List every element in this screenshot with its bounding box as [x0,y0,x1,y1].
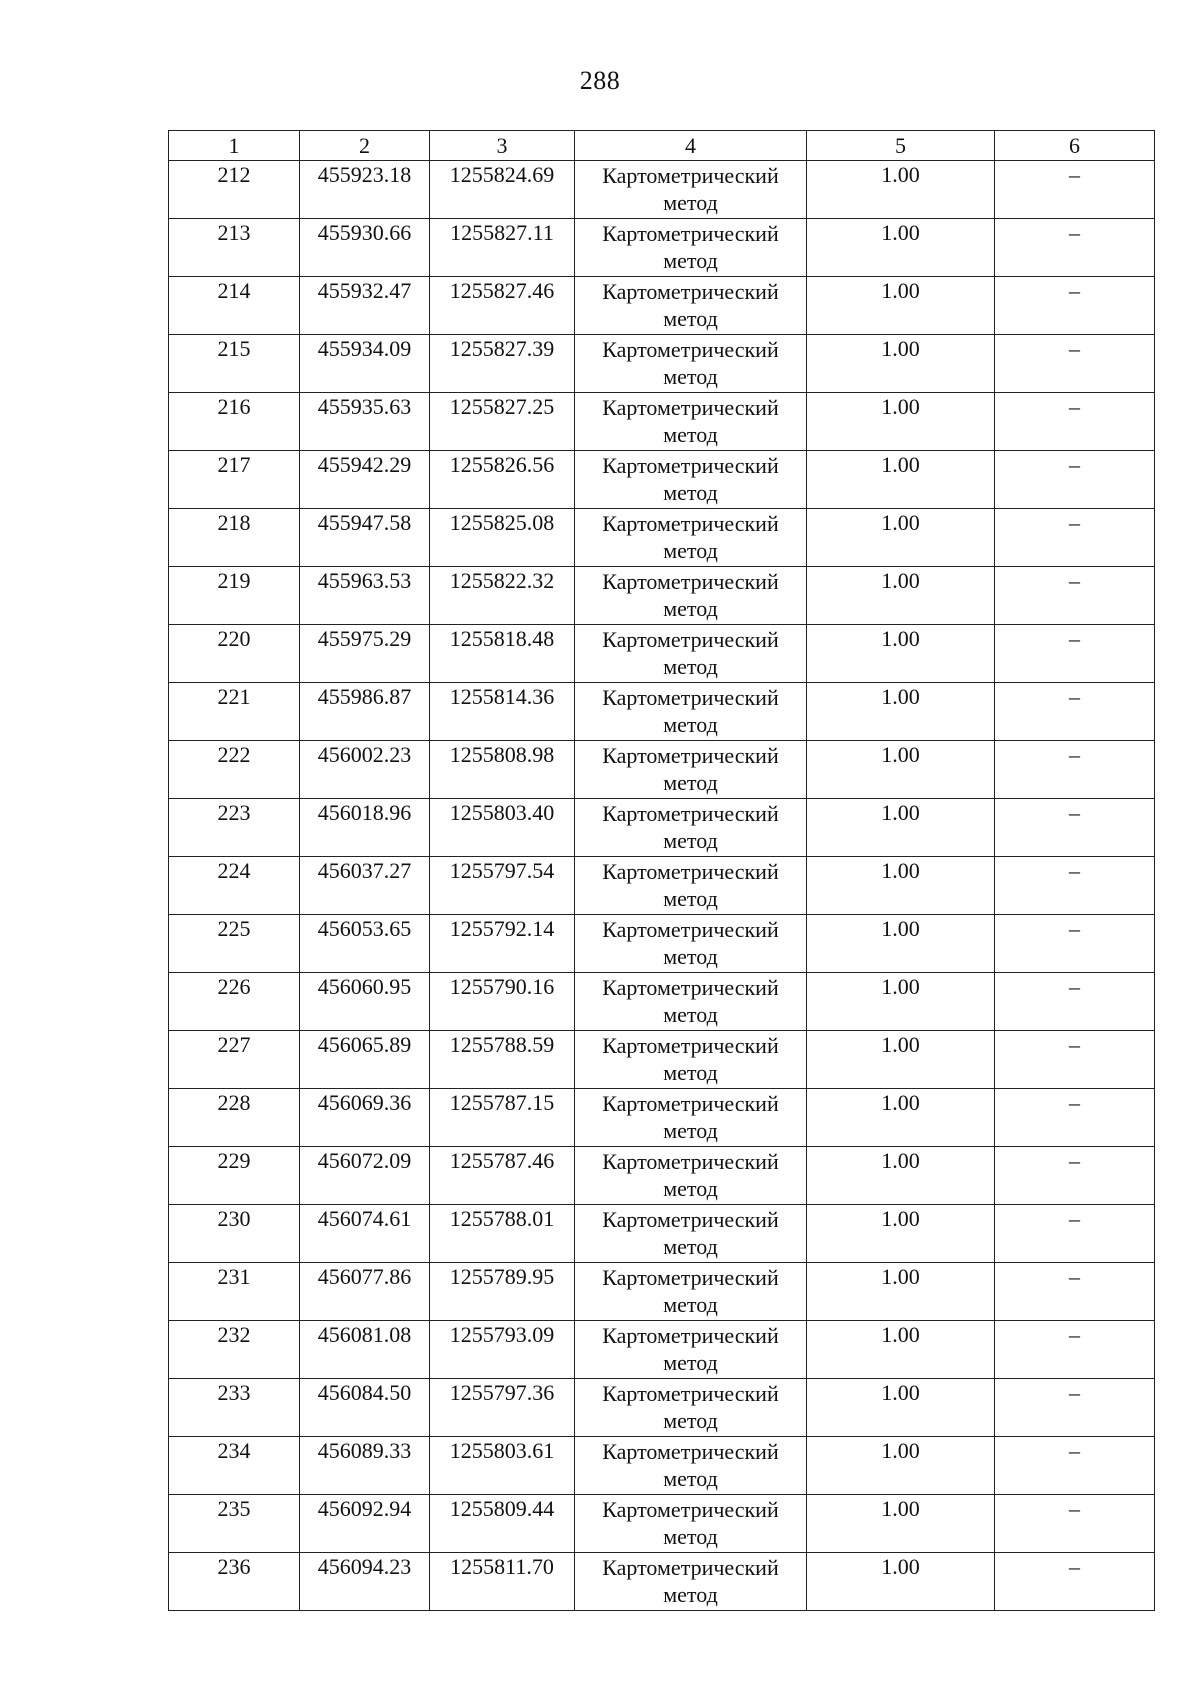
header-row [169,131,1155,161]
accuracy-cell: 1.00 [807,683,995,741]
method-cell [575,1031,807,1089]
table-row [169,973,1155,1031]
method-cell [575,857,807,915]
table-row [169,567,1155,625]
x-coordinate-cell: 455947.58 [300,509,430,567]
point-number-cell: 212 [169,161,300,219]
note-cell: – [995,683,1155,741]
y-coordinate-cell: 1255787.15 [430,1089,575,1147]
x-coordinate-cell: 456069.36 [300,1089,430,1147]
method-cell [575,1205,807,1263]
accuracy-cell: 1.00 [807,567,995,625]
y-coordinate-cell: 1255827.25 [430,393,575,451]
y-coordinate-cell: 1255788.01 [430,1205,575,1263]
table-row [169,1553,1155,1611]
point-number-cell: 227 [169,1031,300,1089]
table-row [169,1379,1155,1437]
accuracy-cell: 1.00 [807,1089,995,1147]
y-coordinate-cell: 1255789.95 [430,1263,575,1321]
table-row [169,799,1155,857]
method-cell [575,1147,807,1205]
method-text: Картометрический метод [602,1091,779,1143]
accuracy-cell: 1.00 [807,857,995,915]
accuracy-cell: 1.00 [807,1321,995,1379]
note-cell: – [995,335,1155,393]
accuracy-cell: 1.00 [807,1031,995,1089]
method-text: Картометрический метод [602,1207,779,1259]
table-row [169,1437,1155,1495]
accuracy-cell: 1.00 [807,741,995,799]
x-coordinate-cell: 455935.63 [300,393,430,451]
column-header-1: 1 [169,131,300,161]
note-cell: – [995,799,1155,857]
point-number-cell: 234 [169,1437,300,1495]
x-coordinate-cell: 456037.27 [300,857,430,915]
table-row [169,451,1155,509]
method-cell [575,393,807,451]
method-cell [575,1553,807,1611]
y-coordinate-cell: 1255826.56 [430,451,575,509]
table-row [169,1089,1155,1147]
accuracy-cell: 1.00 [807,1205,995,1263]
table-row [169,1031,1155,1089]
accuracy-cell: 1.00 [807,915,995,973]
method-text: Картометрический метод [602,627,779,679]
table-row [169,741,1155,799]
y-coordinate-cell: 1255827.11 [430,219,575,277]
table-row [169,335,1155,393]
method-text: Картометрический метод [602,1033,779,1085]
table-row [169,219,1155,277]
point-number-cell: 214 [169,277,300,335]
point-number-cell: 226 [169,973,300,1031]
y-coordinate-cell: 1255797.54 [430,857,575,915]
table-row [169,625,1155,683]
table-row [169,1147,1155,1205]
note-cell: – [995,161,1155,219]
accuracy-cell: 1.00 [807,1263,995,1321]
point-number-cell: 217 [169,451,300,509]
note-cell: – [995,625,1155,683]
y-coordinate-cell: 1255793.09 [430,1321,575,1379]
method-cell [575,799,807,857]
y-coordinate-cell: 1255788.59 [430,1031,575,1089]
x-coordinate-cell: 455932.47 [300,277,430,335]
y-coordinate-cell: 1255824.69 [430,161,575,219]
x-coordinate-cell: 456072.09 [300,1147,430,1205]
point-number-cell: 215 [169,335,300,393]
accuracy-cell: 1.00 [807,1379,995,1437]
point-number-cell: 223 [169,799,300,857]
method-text: Картометрический метод [602,221,779,273]
y-coordinate-cell: 1255809.44 [430,1495,575,1553]
x-coordinate-cell: 456060.95 [300,973,430,1031]
accuracy-cell: 1.00 [807,335,995,393]
accuracy-cell: 1.00 [807,509,995,567]
note-cell: – [995,509,1155,567]
accuracy-cell: 1.00 [807,1147,995,1205]
point-number-cell: 235 [169,1495,300,1553]
x-coordinate-cell: 455963.53 [300,567,430,625]
method-text: Картометрический метод [602,1323,779,1375]
method-text: Картометрический метод [602,511,779,563]
method-text: Картометрический метод [602,1265,779,1317]
x-coordinate-cell: 455975.29 [300,625,430,683]
x-coordinate-cell: 455986.87 [300,683,430,741]
note-cell: – [995,1379,1155,1437]
method-text: Картометрический метод [602,279,779,331]
method-cell [575,451,807,509]
accuracy-cell: 1.00 [807,973,995,1031]
method-text: Картометрический метод [602,859,779,911]
x-coordinate-cell: 455923.18 [300,161,430,219]
table-row [169,277,1155,335]
accuracy-cell: 1.00 [807,393,995,451]
x-coordinate-cell: 456018.96 [300,799,430,857]
note-cell: – [995,741,1155,799]
method-cell [575,1437,807,1495]
accuracy-cell: 1.00 [807,1553,995,1611]
method-text: Картометрический метод [602,163,779,215]
point-number-cell: 222 [169,741,300,799]
x-coordinate-cell: 456094.23 [300,1553,430,1611]
x-coordinate-cell: 456092.94 [300,1495,430,1553]
x-coordinate-cell: 455930.66 [300,219,430,277]
method-cell [575,567,807,625]
column-header-4: 4 [575,131,807,161]
point-number-cell: 221 [169,683,300,741]
x-coordinate-cell: 455942.29 [300,451,430,509]
method-cell [575,741,807,799]
note-cell: – [995,1553,1155,1611]
point-number-cell: 218 [169,509,300,567]
method-text: Картометрический метод [602,1149,779,1201]
method-cell [575,1321,807,1379]
method-text: Картометрический метод [602,1497,779,1549]
point-number-cell: 236 [169,1553,300,1611]
note-cell: – [995,1031,1155,1089]
table-row [169,915,1155,973]
y-coordinate-cell: 1255792.14 [430,915,575,973]
note-cell: – [995,567,1155,625]
note-cell: – [995,219,1155,277]
method-cell [575,915,807,973]
method-cell [575,973,807,1031]
table-body [169,161,1155,1611]
note-cell: – [995,1089,1155,1147]
accuracy-cell: 1.00 [807,451,995,509]
x-coordinate-cell: 456053.65 [300,915,430,973]
y-coordinate-cell: 1255797.36 [430,1379,575,1437]
point-number-cell: 230 [169,1205,300,1263]
table-row [169,1495,1155,1553]
table-row [169,161,1155,219]
accuracy-cell: 1.00 [807,219,995,277]
method-cell [575,1495,807,1553]
point-number-cell: 232 [169,1321,300,1379]
note-cell: – [995,451,1155,509]
note-cell: – [995,277,1155,335]
note-cell: – [995,857,1155,915]
accuracy-cell: 1.00 [807,1495,995,1553]
method-text: Картометрический метод [602,743,779,795]
y-coordinate-cell: 1255811.70 [430,1553,575,1611]
note-cell: – [995,915,1155,973]
point-number-cell: 225 [169,915,300,973]
y-coordinate-cell: 1255827.39 [430,335,575,393]
note-cell: – [995,1495,1155,1553]
y-coordinate-cell: 1255825.08 [430,509,575,567]
table-row [169,509,1155,567]
y-coordinate-cell: 1255803.40 [430,799,575,857]
method-cell [575,219,807,277]
column-header-5: 5 [807,131,995,161]
note-cell: – [995,973,1155,1031]
method-text: Картометрический метод [602,685,779,737]
point-number-cell: 231 [169,1263,300,1321]
y-coordinate-cell: 1255790.16 [430,973,575,1031]
point-number-cell: 213 [169,219,300,277]
accuracy-cell: 1.00 [807,625,995,683]
method-text: Картометрический метод [602,569,779,621]
coordinates-table [168,130,1155,1611]
method-text: Картометрический метод [602,337,779,389]
method-cell [575,683,807,741]
method-cell [575,1089,807,1147]
accuracy-cell: 1.00 [807,799,995,857]
y-coordinate-cell: 1255814.36 [430,683,575,741]
x-coordinate-cell: 456084.50 [300,1379,430,1437]
table-row [169,393,1155,451]
note-cell: – [995,1321,1155,1379]
method-text: Картометрический метод [602,1439,779,1491]
point-number-cell: 233 [169,1379,300,1437]
method-cell [575,1379,807,1437]
x-coordinate-cell: 456074.61 [300,1205,430,1263]
x-coordinate-cell: 456065.89 [300,1031,430,1089]
point-number-cell: 220 [169,625,300,683]
note-cell: – [995,1205,1155,1263]
point-number-cell: 224 [169,857,300,915]
method-cell [575,161,807,219]
point-number-cell: 219 [169,567,300,625]
table-row [169,857,1155,915]
method-cell [575,335,807,393]
y-coordinate-cell: 1255827.46 [430,277,575,335]
point-number-cell: 229 [169,1147,300,1205]
y-coordinate-cell: 1255818.48 [430,625,575,683]
method-text: Картометрический метод [602,1381,779,1433]
note-cell: – [995,1437,1155,1495]
table-row [169,1321,1155,1379]
table-row [169,683,1155,741]
y-coordinate-cell: 1255808.98 [430,741,575,799]
note-cell: – [995,1147,1155,1205]
table-header [169,131,1155,161]
y-coordinate-cell: 1255787.46 [430,1147,575,1205]
method-text: Картометрический метод [602,917,779,969]
column-header-3: 3 [430,131,575,161]
point-number-cell: 216 [169,393,300,451]
point-number-cell: 228 [169,1089,300,1147]
method-text: Картометрический метод [602,801,779,853]
table-row [169,1205,1155,1263]
page-number: 288 [579,66,621,95]
method-text: Картометрический метод [602,1555,779,1607]
method-cell [575,625,807,683]
y-coordinate-cell: 1255803.61 [430,1437,575,1495]
column-header-6: 6 [995,131,1155,161]
table-row [169,1263,1155,1321]
y-coordinate-cell: 1255822.32 [430,567,575,625]
method-text: Картометрический метод [602,453,779,505]
accuracy-cell: 1.00 [807,161,995,219]
x-coordinate-cell: 456089.33 [300,1437,430,1495]
method-cell [575,277,807,335]
x-coordinate-cell: 455934.09 [300,335,430,393]
x-coordinate-cell: 456077.86 [300,1263,430,1321]
x-coordinate-cell: 456002.23 [300,741,430,799]
accuracy-cell: 1.00 [807,277,995,335]
column-header-2: 2 [300,131,430,161]
x-coordinate-cell: 456081.08 [300,1321,430,1379]
method-text: Картометрический метод [602,975,779,1027]
method-text: Картометрический метод [602,395,779,447]
method-cell [575,509,807,567]
note-cell: – [995,1263,1155,1321]
accuracy-cell: 1.00 [807,1437,995,1495]
note-cell: – [995,393,1155,451]
method-cell [575,1263,807,1321]
